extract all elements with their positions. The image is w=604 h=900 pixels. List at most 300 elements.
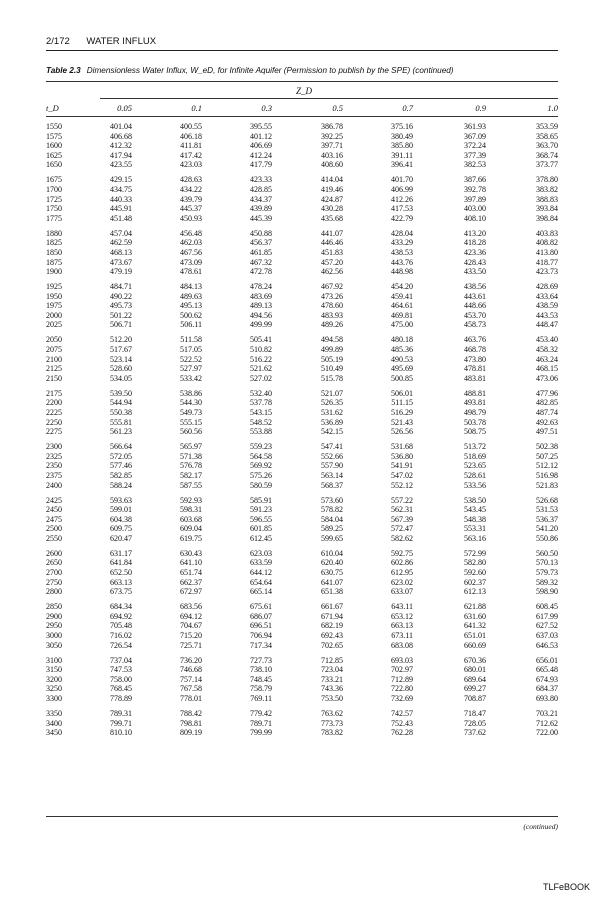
td-cell: 1700: [46, 184, 62, 194]
value-cell: 456.37: [250, 238, 272, 248]
value-cell: 380.49: [391, 131, 413, 141]
value-cell: 598.90: [536, 587, 558, 597]
value-cell: 468.78: [464, 345, 486, 355]
value-cell: 483.69: [250, 291, 272, 301]
value-cell: 602.86: [391, 558, 413, 568]
value-cell: 703.21: [536, 708, 558, 718]
value-cell: 401.70: [391, 175, 413, 185]
td-cell: 1875: [46, 257, 62, 267]
value-cell: 528.61: [464, 470, 486, 480]
table-row: [46, 568, 558, 578]
value-cell: 450.88: [250, 228, 272, 238]
value-cell: 693.80: [536, 693, 558, 703]
value-cell: 446.46: [321, 238, 343, 248]
td-cell: 2100: [46, 354, 62, 364]
value-cell: 518.69: [464, 451, 486, 461]
value-cell: 507.25: [536, 451, 558, 461]
value-cell: 598.31: [180, 505, 202, 515]
value-cell: 564.58: [250, 451, 272, 461]
value-cell: 576.78: [180, 461, 202, 471]
table-row: [46, 534, 558, 544]
value-cell: 438.56: [464, 282, 486, 292]
value-cell: 579.73: [536, 568, 558, 578]
value-cell: 544.94: [110, 398, 132, 408]
value-cell: 495.69: [391, 364, 413, 374]
value-cell: 577.46: [110, 461, 132, 471]
td-cell: 3000: [46, 631, 62, 641]
value-cell: 526.56: [391, 427, 413, 437]
value-cell: 386.78: [321, 122, 343, 131]
value-cell: 743.36: [321, 684, 343, 694]
value-cell: 483.81: [464, 373, 486, 383]
value-cell: 506.01: [391, 388, 413, 398]
value-cell: 562.31: [391, 505, 413, 515]
value-cell: 573.60: [321, 495, 343, 505]
value-cell: 570.13: [536, 558, 558, 568]
value-cell: 372.24: [464, 141, 486, 151]
td-cell: 2000: [46, 310, 62, 320]
value-cell: 643.11: [391, 602, 413, 612]
td-cell: 2025: [46, 320, 62, 330]
td-cell: 1925: [46, 282, 62, 292]
value-cell: 630.75: [321, 568, 343, 578]
value-cell: 555.81: [110, 417, 132, 427]
value-cell: 439.79: [180, 194, 202, 204]
value-cell: 489.63: [180, 291, 202, 301]
table-row: [46, 587, 558, 597]
td-cell: 2800: [46, 587, 62, 597]
page-number: 2/172: [46, 36, 70, 47]
value-cell: 406.68: [110, 131, 132, 141]
value-cell: 434.37: [250, 194, 272, 204]
value-cell: 588.24: [110, 480, 132, 490]
value-cell: 656.01: [536, 655, 558, 665]
value-cell: 552.12: [391, 480, 413, 490]
td-cell: 2850: [46, 602, 62, 612]
value-cell: 495.13: [180, 301, 202, 311]
value-cell: 521.43: [391, 417, 413, 427]
value-cell: 651.74: [180, 568, 202, 578]
value-cell: 715.20: [180, 631, 202, 641]
value-cell: 620.47: [110, 533, 132, 543]
value-cell: 589.32: [536, 577, 558, 587]
value-cell: 662.37: [180, 577, 202, 587]
value-cell: 523.65: [464, 461, 486, 471]
value-cell: 584.04: [321, 514, 343, 524]
value-cell: 391.11: [391, 150, 413, 160]
value-cell: 641.07: [321, 577, 343, 587]
value-cell: 557.90: [321, 461, 343, 471]
value-cell: 778.89: [110, 693, 132, 703]
value-cell: 505.41: [250, 335, 272, 345]
value-cell: 419.46: [321, 184, 343, 194]
value-cell: 479.19: [110, 267, 132, 277]
value-cell: 527.02: [250, 373, 272, 383]
td-cell: 2900: [46, 611, 62, 621]
td-cell: 3450: [46, 728, 62, 738]
td-cell: 3250: [46, 684, 62, 694]
table-row: [46, 204, 558, 214]
value-cell: 489.26: [321, 320, 343, 330]
value-cell: 522.52: [180, 354, 202, 364]
column-header: 0.5: [332, 103, 343, 113]
td-cell: 1725: [46, 194, 62, 204]
td-cell: 2200: [46, 398, 62, 408]
value-cell: 454.20: [391, 282, 413, 292]
value-cell: 414.04: [321, 175, 343, 185]
value-cell: 408.82: [536, 238, 558, 248]
value-cell: 585.91: [250, 495, 272, 505]
value-cell: 541.91: [391, 461, 413, 471]
value-cell: 602.37: [464, 577, 486, 587]
value-cell: 591.23: [250, 505, 272, 515]
value-cell: 612.13: [464, 587, 486, 597]
table-row: [46, 461, 558, 471]
td-cell: 1825: [46, 238, 62, 248]
value-cell: 693.03: [391, 655, 413, 665]
value-cell: 788.42: [180, 708, 202, 718]
value-cell: 378.80: [536, 175, 558, 185]
table-row: [46, 267, 558, 277]
value-cell: 768.45: [110, 684, 132, 694]
value-cell: 654.64: [250, 577, 272, 587]
value-cell: 501.22: [110, 310, 132, 320]
value-cell: 411.81: [180, 141, 202, 151]
table-row: [46, 301, 558, 311]
value-cell: 727.73: [250, 655, 272, 665]
value-cell: 541.20: [536, 524, 558, 534]
value-cell: 725.71: [180, 640, 202, 650]
table-row: [46, 709, 558, 719]
td-cell: 3050: [46, 640, 62, 650]
value-cell: 557.22: [391, 495, 413, 505]
td-cell: 2175: [46, 388, 62, 398]
value-cell: 684.37: [536, 684, 558, 694]
value-cell: 544.30: [180, 398, 202, 408]
value-cell: 694.12: [180, 611, 202, 621]
table-row: [46, 656, 558, 666]
value-cell: 623.03: [250, 548, 272, 558]
value-cell: 601.85: [250, 524, 272, 534]
value-cell: 736.20: [180, 655, 202, 665]
table-row: [46, 175, 558, 185]
td-cell: 3100: [46, 655, 62, 665]
td-cell: 2450: [46, 505, 62, 515]
td-cell: 2425: [46, 495, 62, 505]
td-cell: 2650: [46, 558, 62, 568]
value-cell: 536.80: [391, 451, 413, 461]
td-cell: 1975: [46, 301, 62, 311]
value-cell: 670.36: [464, 655, 486, 665]
value-cell: 582.85: [110, 470, 132, 480]
value-cell: 428.43: [464, 257, 486, 267]
td-cell: 1550: [46, 122, 62, 131]
column-header: 0.3: [261, 103, 272, 113]
footer-watermark: TLFeBOOK: [542, 882, 590, 892]
value-cell: 809.19: [180, 728, 202, 738]
value-cell: 393.84: [536, 204, 558, 214]
value-cell: 473.06: [536, 373, 558, 383]
table-row: [46, 496, 558, 506]
value-cell: 438.59: [536, 301, 558, 311]
value-cell: 528.60: [110, 364, 132, 374]
td-cell: 1750: [46, 204, 62, 214]
value-cell: 623.02: [391, 577, 413, 587]
td-cell: 1900: [46, 267, 62, 277]
value-cell: 445.91: [110, 204, 132, 214]
value-cell: 769.11: [250, 693, 272, 703]
value-cell: 641.32: [464, 621, 486, 631]
value-cell: 463.76: [464, 335, 486, 345]
water-influx-table: [46, 122, 558, 738]
td-cell: 2550: [46, 533, 62, 543]
value-cell: 511.15: [391, 398, 413, 408]
value-cell: 733.21: [321, 674, 343, 684]
value-cell: 521.62: [250, 364, 272, 374]
td-cell: 1775: [46, 213, 62, 223]
value-cell: 451.48: [110, 213, 132, 223]
value-cell: 478.60: [321, 301, 343, 311]
table-row: [46, 452, 558, 462]
value-cell: 484.13: [180, 282, 202, 292]
table-row: [46, 505, 558, 515]
value-cell: 418.28: [464, 238, 486, 248]
table-row: [46, 141, 558, 151]
value-cell: 490.22: [110, 291, 132, 301]
value-cell: 587.55: [180, 480, 202, 490]
value-cell: 401.04: [110, 122, 132, 131]
value-cell: 483.93: [321, 310, 343, 320]
value-cell: 499.99: [250, 320, 272, 330]
value-cell: 580.59: [250, 480, 272, 490]
value-cell: 572.99: [464, 548, 486, 558]
value-cell: 620.40: [321, 558, 343, 568]
value-cell: 464.61: [391, 301, 413, 311]
table-row: [46, 122, 558, 132]
value-cell: 517.67: [110, 345, 132, 355]
value-cell: 717.34: [250, 640, 272, 650]
value-cell: 526.68: [536, 495, 558, 505]
value-cell: 495.73: [110, 301, 132, 311]
table-row: [46, 389, 558, 399]
value-cell: 510.82: [250, 345, 272, 355]
value-cell: 506.71: [110, 320, 132, 330]
table-row: [46, 408, 558, 418]
column-header: 0.9: [475, 103, 486, 113]
value-cell: 672.97: [180, 587, 202, 597]
value-cell: 403.00: [464, 204, 486, 214]
value-cell: 531.53: [536, 505, 558, 515]
value-cell: 412.26: [391, 194, 413, 204]
value-cell: 619.75: [180, 533, 202, 543]
table-row: [46, 442, 558, 452]
td-cell: 1625: [46, 150, 62, 160]
value-cell: 423.03: [180, 160, 202, 170]
value-cell: 456.48: [180, 228, 202, 238]
td-cell: 1575: [46, 131, 62, 141]
value-cell: 550.38: [110, 407, 132, 417]
value-cell: 763.62: [321, 708, 343, 718]
value-cell: 702.65: [321, 640, 343, 650]
value-cell: 699.27: [464, 684, 486, 694]
value-cell: 412.24: [250, 150, 272, 160]
value-cell: 484.71: [110, 282, 132, 292]
value-cell: 752.43: [391, 718, 413, 728]
table-row: [46, 311, 558, 321]
value-cell: 473.80: [464, 354, 486, 364]
value-cell: 712.85: [321, 655, 343, 665]
value-cell: 726.54: [110, 640, 132, 650]
value-cell: 633.59: [250, 558, 272, 568]
value-cell: 641.10: [180, 558, 202, 568]
table-row: [46, 195, 558, 205]
value-cell: 408.60: [321, 160, 343, 170]
value-cell: 458.73: [464, 320, 486, 330]
value-cell: 689.64: [464, 674, 486, 684]
column-header: 1.0: [547, 103, 558, 113]
value-cell: 644.12: [250, 568, 272, 578]
column-header: 0.1: [191, 103, 202, 113]
value-cell: 463.24: [536, 354, 558, 364]
value-cell: 663.13: [391, 621, 413, 631]
value-cell: 443.76: [391, 257, 413, 267]
value-cell: 572.05: [110, 451, 132, 461]
table-row: [46, 558, 558, 568]
value-cell: 462.59: [110, 238, 132, 248]
table-body: [46, 122, 558, 738]
value-cell: 512.20: [110, 335, 132, 345]
value-cell: 778.01: [180, 693, 202, 703]
value-cell: 652.50: [110, 568, 132, 578]
value-cell: 704.67: [180, 621, 202, 631]
table-row: [46, 151, 558, 161]
value-cell: 423.33: [250, 175, 272, 185]
value-cell: 665.48: [536, 665, 558, 675]
value-cell: 578.82: [321, 505, 343, 515]
value-cell: 500.62: [180, 310, 202, 320]
value-cell: 565.97: [180, 442, 202, 452]
value-cell: 596.55: [250, 514, 272, 524]
header-rule: [46, 50, 558, 51]
value-cell: 653.12: [391, 611, 413, 621]
value-cell: 478.24: [250, 282, 272, 292]
value-cell: 387.66: [464, 175, 486, 185]
value-cell: 633.07: [391, 587, 413, 597]
value-cell: 537.78: [250, 398, 272, 408]
value-cell: 494.58: [321, 335, 343, 345]
value-cell: 612.45: [250, 533, 272, 543]
value-cell: 515.78: [321, 373, 343, 383]
value-cell: 367.09: [464, 131, 486, 141]
value-cell: 550.86: [536, 533, 558, 543]
value-cell: 475.00: [391, 320, 413, 330]
value-cell: 593.63: [110, 495, 132, 505]
value-cell: 488.81: [464, 388, 486, 398]
value-cell: 553.31: [464, 524, 486, 534]
value-cell: 511.58: [180, 335, 202, 345]
table-row: [46, 612, 558, 622]
value-cell: 773.73: [321, 718, 343, 728]
value-cell: 473.26: [321, 291, 343, 301]
table-row: [46, 185, 558, 195]
value-cell: 712.62: [536, 718, 558, 728]
value-cell: 489.13: [250, 301, 272, 311]
td-cell: 2125: [46, 364, 62, 374]
td-cell: 2350: [46, 461, 62, 471]
page-header: [46, 36, 170, 47]
value-cell: 413.20: [464, 228, 486, 238]
value-cell: 694.92: [110, 611, 132, 621]
table-row: [46, 481, 558, 491]
value-cell: 398.84: [536, 213, 558, 223]
td-cell: 2750: [46, 577, 62, 587]
table-row: [46, 229, 558, 239]
table-row: [46, 364, 558, 374]
value-cell: 567.39: [391, 514, 413, 524]
value-cell: 505.19: [321, 354, 343, 364]
value-cell: 692.43: [321, 631, 343, 641]
value-cell: 543.15: [250, 407, 272, 417]
value-cell: 646.53: [536, 640, 558, 650]
value-cell: 422.79: [391, 213, 413, 223]
value-cell: 510.49: [321, 364, 343, 374]
value-cell: 682.19: [321, 621, 343, 631]
value-cell: 472.78: [250, 267, 272, 277]
td-cell: 1880: [46, 228, 62, 238]
value-cell: 706.94: [250, 631, 272, 641]
value-cell: 417.53: [391, 204, 413, 214]
table-row: [46, 549, 558, 559]
value-cell: 673.75: [110, 587, 132, 597]
value-cell: 516.29: [391, 407, 413, 417]
value-cell: 467.92: [321, 282, 343, 292]
value-cell: 417.79: [250, 160, 272, 170]
value-cell: 737.62: [464, 728, 486, 738]
value-cell: 539.50: [110, 388, 132, 398]
value-cell: 547.41: [321, 442, 343, 452]
table-row: [46, 684, 558, 694]
value-cell: 592.60: [464, 568, 486, 578]
column-header: 0.7: [402, 103, 413, 113]
value-cell: 712.89: [391, 674, 413, 684]
value-cell: 783.82: [321, 728, 343, 738]
td-cell: 2325: [46, 451, 62, 461]
value-cell: 433.64: [536, 291, 558, 301]
value-cell: 737.04: [110, 655, 132, 665]
value-cell: 443.53: [536, 310, 558, 320]
value-cell: 673.11: [391, 631, 413, 641]
value-cell: 582.80: [464, 558, 486, 568]
value-cell: 671.94: [321, 611, 343, 621]
value-cell: 448.47: [536, 320, 558, 330]
value-cell: 503.78: [464, 417, 486, 427]
td-cell: 2375: [46, 470, 62, 480]
td-cell: 2500: [46, 524, 62, 534]
value-cell: 571.38: [180, 451, 202, 461]
table-row: [46, 524, 558, 534]
value-cell: 675.61: [250, 602, 272, 612]
value-cell: 473.09: [180, 257, 202, 267]
value-cell: 406.18: [180, 131, 202, 141]
value-cell: 684.34: [110, 602, 132, 612]
value-cell: 397.71: [321, 141, 343, 151]
value-cell: 499.89: [321, 345, 343, 355]
value-cell: 609.75: [110, 524, 132, 534]
value-cell: 428.69: [536, 282, 558, 292]
value-cell: 468.15: [536, 364, 558, 374]
value-cell: 462.03: [180, 238, 202, 248]
td-cell: 3350: [46, 708, 62, 718]
